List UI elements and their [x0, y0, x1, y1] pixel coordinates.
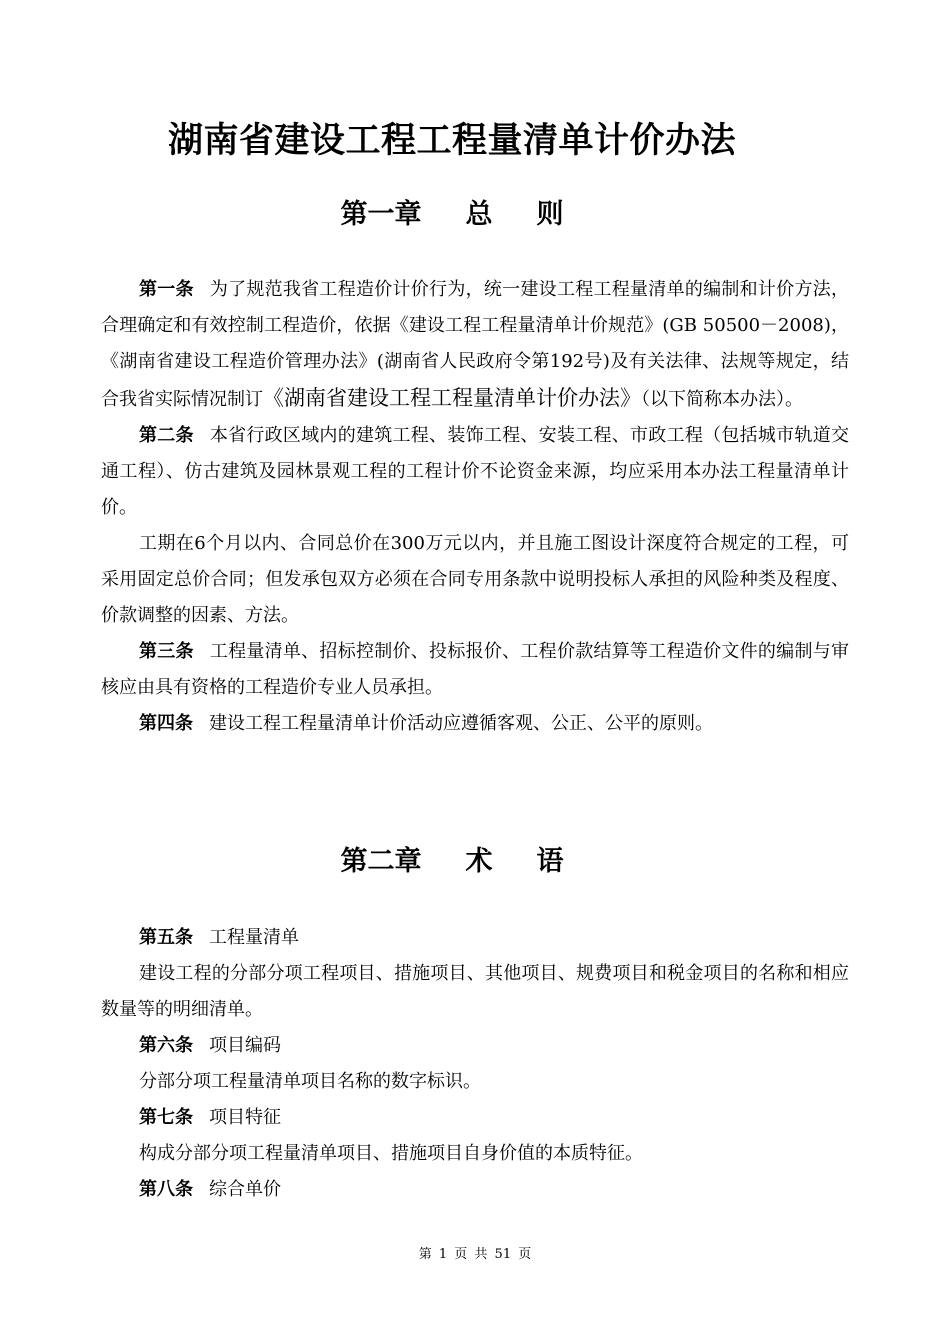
article-5-definition — [101, 956, 849, 1028]
article-4 — [101, 706, 849, 742]
article-7-definition — [101, 1136, 849, 1172]
article-text-tail: （以下简称本办法）。 — [641, 389, 803, 410]
article-label: 第一条 — [139, 279, 194, 300]
article-text: 本省行政区域内的建筑工程、装饰工程、安装工程、市政工程（包括城市轨道交通工程）、仿古建筑及园林景观工程的工程计价不论资金来源，均应采用本办法工程量清单计价。 — [101, 425, 849, 518]
article-label: 第三条 — [139, 641, 194, 662]
document-title: 湖南省建设工程工程量清单计价办法 — [167, 120, 736, 161]
article-label: 第七条 — [139, 1107, 193, 1128]
article-5 — [101, 920, 849, 956]
article-term: 综合单价 — [209, 1179, 281, 1200]
article-8 — [101, 1172, 849, 1208]
chapter-1-heading — [0, 195, 904, 235]
article-text: 构成分部分项工程量清单项目、措施项目自身价值的本质特征。 — [139, 1143, 643, 1164]
article-text: 建设工程的分部分项工程项目、措施项目、其他项目、规费项目和税金项目的名称和相应数量等的明细清单。 — [101, 963, 849, 1020]
chapter-2-number: 第二章 — [340, 846, 422, 877]
article-term: 项目编码 — [209, 1035, 281, 1056]
article-text: 分部分项工程量清单项目名称的数字标识。 — [139, 1071, 481, 1092]
article-text: 工期在6个月以内、合同总价在300万元以内，并且施工图设计深度符合规定的工程，可采用固定总价合同；但发承包双方必须在合同专用条款中说明投标人承担的风险种类及程度、价款调整的因素、方法。 — [101, 533, 849, 626]
article-text-emphasis: 《湖南省建设工程工程量清单计价办法》 — [263, 386, 641, 410]
article-text: 工程量清单、招标控制价、投标报价、工程价款结算等工程造价文件的编制与审核应由具有资格的工程造价专业人员承担。 — [101, 641, 849, 698]
chapter-1-body — [101, 272, 849, 742]
article-label: 第五条 — [139, 927, 193, 948]
article-label: 第六条 — [139, 1035, 193, 1056]
chapter-1-word-2: 则 — [536, 199, 564, 230]
chapter-2-word-1: 术 — [465, 846, 493, 877]
article-text: 建设工程工程量清单计价活动应遵循客观、公正、公平的原则。 — [209, 713, 713, 734]
article-term: 工程量清单 — [209, 927, 299, 948]
chapter-2-word-2: 语 — [536, 846, 564, 877]
article-text: 为了规范我省工程造价计价行为，统一建设工程工程量清单的编制和计价方法，合理确定和有效控制工程造价，依据《建设工程工程量清单计价规范》(GB 50500－2008)，《湖南省建设工程造价管理办法》(湖南省人民政府令第192号)及有关法律、法规等规定，结合我省实际情况制订 — [101, 279, 849, 410]
article-label: 第八条 — [139, 1179, 193, 1200]
chapter-1-number: 第一章 — [340, 199, 422, 230]
article-6 — [101, 1028, 849, 1064]
article-2-paragraph-2 — [101, 526, 849, 634]
chapter-2-heading — [0, 842, 904, 882]
article-2 — [101, 418, 849, 526]
article-label: 第四条 — [139, 713, 193, 734]
article-1 — [101, 272, 849, 418]
article-6-definition — [101, 1064, 849, 1100]
article-7 — [101, 1100, 849, 1136]
article-3 — [101, 634, 849, 706]
chapter-1-word-1: 总 — [465, 199, 493, 230]
article-term: 项目特征 — [209, 1107, 281, 1128]
chapter-2-body — [101, 920, 849, 1208]
article-label: 第二条 — [139, 425, 194, 446]
page-number-footer: 第 1 页 共 51 页 — [418, 1247, 532, 1262]
